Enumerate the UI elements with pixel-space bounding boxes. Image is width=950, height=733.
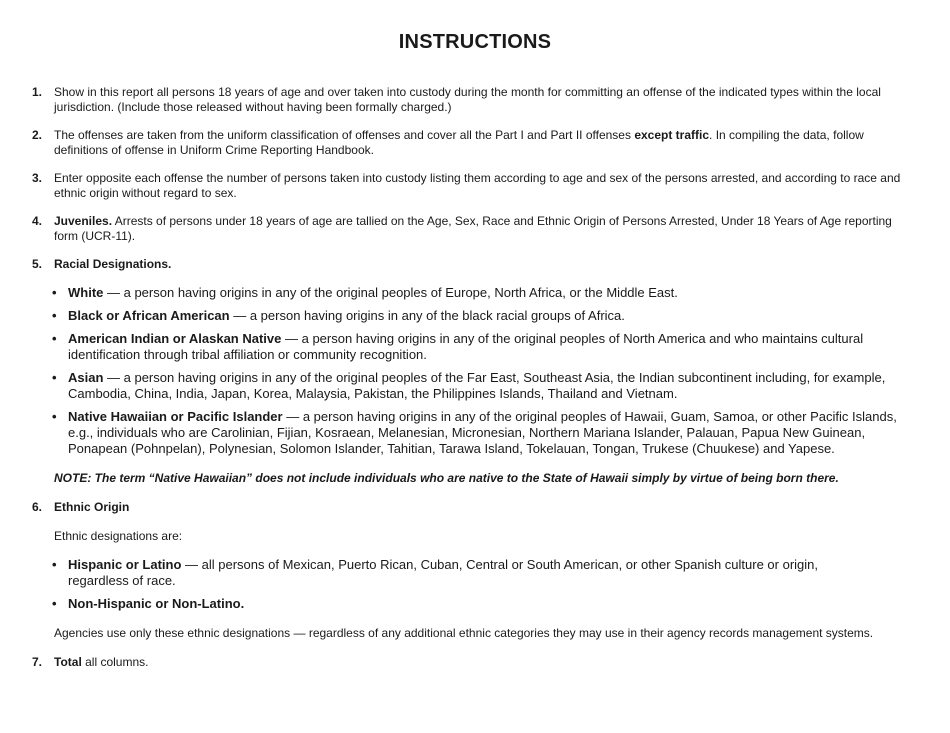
item-heading: Juveniles. <box>54 214 113 228</box>
item-text-part: The offenses are taken from the uniform classification of offenses and cover all the Part I and Part II offenses <box>54 128 635 142</box>
bullet-term: Asian <box>68 370 104 385</box>
ethnic-footer: Agencies use only these ethnic designations — regardless of any additional ethnic categories they may use in their agency records management systems. <box>54 626 874 640</box>
item-number: 4. <box>32 214 43 228</box>
bullet-icon: • <box>52 596 57 611</box>
page-title: INSTRUCTIONS <box>398 31 552 53</box>
item-number: 2. <box>32 128 43 142</box>
item-text <box>54 214 912 244</box>
item-text-part: Arrests of persons under 18 years of age are tallied on the Age, Sex, Race and Ethnic Origin of Persons Arrested, Under 18 Years of Age reporting form (UCR-11). <box>54 214 892 243</box>
bullet-term: Non-Hispanic or Non-Latino. <box>68 596 245 611</box>
bullet-definition: — a person having origins in any of the original peoples of Europe, North Africa, or the Middle East. <box>103 285 678 300</box>
bullet-term: Native Hawaiian or Pacific Islander <box>68 409 283 424</box>
bullet-icon: • <box>52 331 57 346</box>
bullet-definition: — a person having origins in any of the black racial groups of Africa. <box>229 308 625 323</box>
bullet-icon: • <box>52 285 57 300</box>
item-text: Show in this report all persons 18 years of age and over taken into custody during the month for committing an offense of the indicated types within the local jurisdiction. (Include those released without having been formally charged.) <box>54 85 881 114</box>
bullet-term: American Indian or Alaskan Native <box>68 331 282 346</box>
item-text-part: all columns. <box>81 655 149 669</box>
bullet-definition: — a person having origins in any of the original peoples of Hawaii, Guam, Samoa, or other Pacific Islands, e.g., individuals who are Carolinian, Fijian, Kosraean, Melanesian, Micronesian, Northern Mariana Islander, Palauan, Papua New Guinean, Ponapean (Pohnpelan), Polynesian, Solomon Islander, Tahitian, Tarawa Island, Tokelauan, Tongan, Trukese (Chuukese) and Yapese. <box>68 409 897 456</box>
bullet-definition: — all persons of Mexican, Puerto Rican, Cuban, Central or South American, or other Spanish culture or origin, regardless of race. <box>68 557 818 588</box>
item-text <box>54 128 912 158</box>
item-number: 6. <box>32 500 43 514</box>
item-number: 5. <box>32 257 43 271</box>
item-number: 3. <box>32 171 43 185</box>
bullet-icon: • <box>52 370 57 385</box>
item-heading: Total <box>54 655 82 669</box>
item-number: 1. <box>32 85 43 99</box>
ethnic-intro: Ethnic designations are: <box>54 529 183 543</box>
item-text-emphasis: except traffic <box>634 128 710 142</box>
item-heading: Racial Designations. <box>54 257 172 271</box>
bullet-term: Black or African American <box>68 308 230 323</box>
item-number: 7. <box>32 655 43 669</box>
item-text <box>54 655 912 670</box>
bullet-term: Hispanic or Latino <box>68 557 182 572</box>
item-heading: Ethnic Origin <box>54 500 130 514</box>
item-text-part: . In compiling the data, follow definitions of offense in Uniform Crime Reporting Handbook. <box>54 128 864 157</box>
bullet-term: White <box>68 285 104 300</box>
bullet-icon: • <box>52 409 57 424</box>
bullet-definition: — a person having origins in any of the original peoples of the Far East, Southeast Asia, the Indian subcontinent including, for example, Cambodia, China, India, Japan, Korea, Malaysia, Pakistan, the Philippines Islands, Thailand and Vietnam. <box>68 370 886 401</box>
bullet-icon: • <box>52 557 57 572</box>
bullet-icon: • <box>52 308 57 323</box>
item-text: Enter opposite each offense the number of persons taken into custody listing them according to age and sex of the persons arrested, and according to race and ethnic origin without regard to sex. <box>54 171 901 200</box>
bullet-definition: — a person having origins in any of the original peoples of North America and who maintains cultural identification through tribal affiliation or community recognition. <box>68 331 864 362</box>
racial-note: NOTE: The term “Native Hawaiian” does not include individuals who are native to the State of Hawaii simply by virtue of being born there. <box>54 471 839 485</box>
